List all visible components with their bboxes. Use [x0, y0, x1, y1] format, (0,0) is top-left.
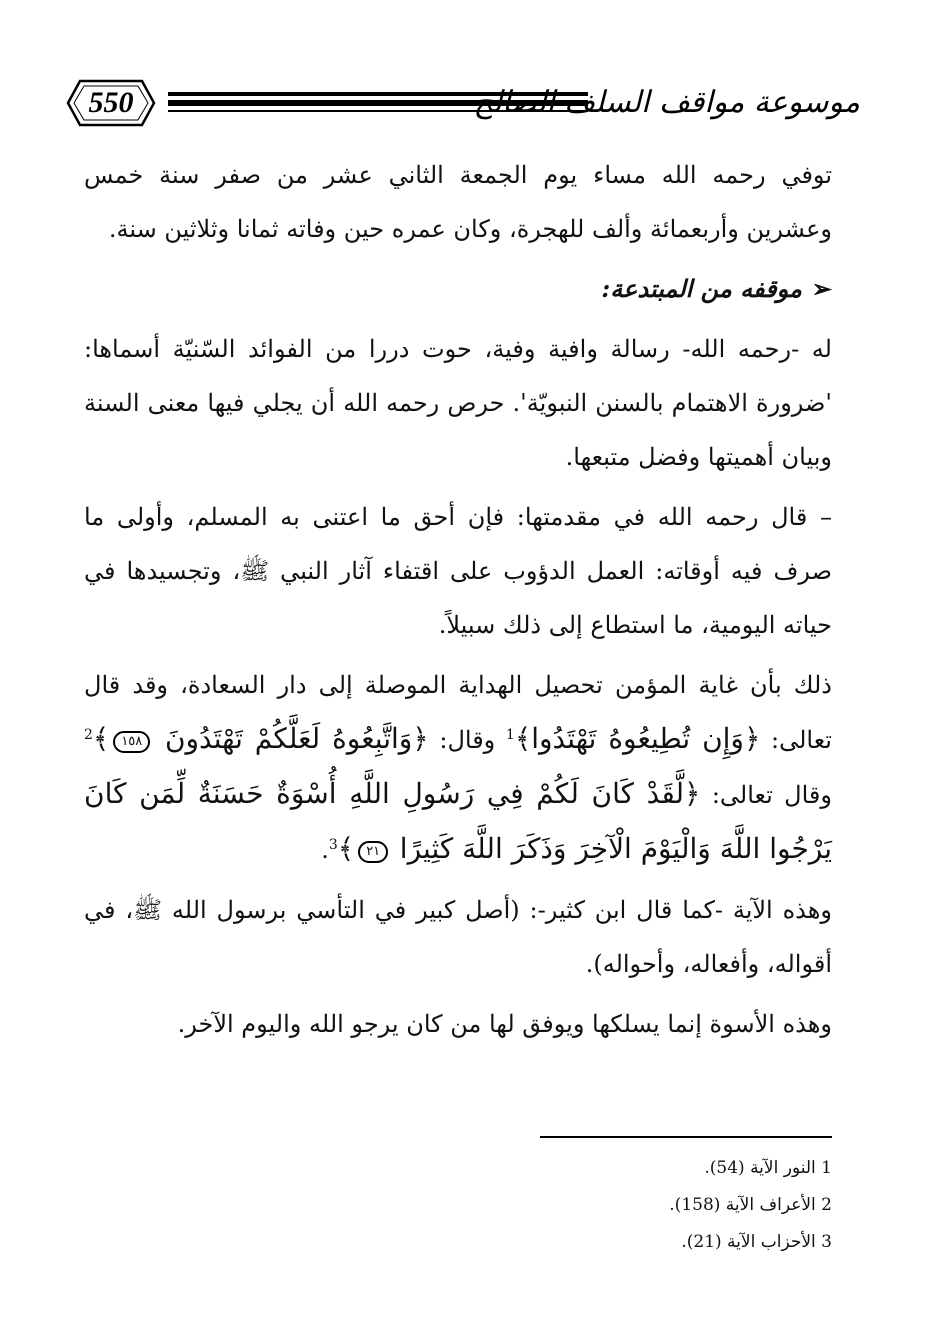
- quran-verse-2: ﴿وَاتَّبِعُوهُ لَعَلَّكُمْ تَهْتَدُونَ: [164, 722, 429, 755]
- verse-close-bracket: ﴾: [337, 832, 355, 865]
- end-punctuation: .: [321, 836, 329, 864]
- ayah-number-badge: ١٥٨: [113, 731, 150, 753]
- section-heading: [84, 262, 832, 316]
- paragraph-treatise: له -رحمه الله- رسالة وافية وفية، حوت دررا من الفوائد السّنيّة أسماها: 'ضرورة الاهتمام بالسنن النبويّة'. حرص رحمه الله أن يجلي فيها معنى السنة وبيان أهميتها وفضل متبعها.: [84, 335, 832, 471]
- paragraph-quote: – قال رحمه الله في مقدمتها: فإن أحق ما اعتنى به المسلم، وأولى ما صرف فيه أوقاته: العمل الدؤوب على اقتفاء آثار النبي ﷺ، وتجسيدها في حياته اليومية، ما استطاع إلى ذلك سبيلاً.: [84, 503, 832, 639]
- series-title: موسوعة مواقف السلف الصالح: [473, 85, 860, 120]
- page-number: 550: [88, 86, 134, 119]
- section-heading-text: موقفه من المبتدعة:: [601, 274, 802, 303]
- footnote-marker-2: 2: [84, 727, 93, 743]
- said-text-2: وقال تعالى:: [711, 781, 832, 809]
- footnotes: [500, 1150, 832, 1261]
- quran-verse-1: ﴿وَإِن تُطِيعُوهُ تَهْتَدُوا﴾: [514, 722, 761, 755]
- ayah-number-badge: ٢١: [358, 841, 388, 863]
- paragraph-ibn-kathir: وهذه الآية -كما قال ابن كثير-: (أصل كبير في التأسي برسول الله ﷺ، في أقواله، وأفعاله، وأحواله).: [84, 896, 832, 978]
- footnote-3: 3 الأحزاب الآية (21).: [681, 1232, 832, 1252]
- paragraph-death: توفي رحمه الله مساء يوم الجمعة الثاني عشر من صفر سنة خمس وعشرين وأربعمائة وألف للهجرة، وكان عمره حين وفاته ثمانا وثلاثين سنة.: [84, 161, 832, 243]
- said-text: وقال:: [439, 726, 496, 754]
- verse-close-bracket: ﴾: [92, 722, 110, 755]
- footnote-separator: [540, 1136, 832, 1138]
- footnote-1: 1 النور الآية (54).: [704, 1158, 832, 1178]
- footnote-marker-1: 1: [505, 727, 515, 743]
- paragraph-conclusion: وهذه الأسوة إنما يسلكها ويوفق لها من كان يرجو الله واليوم الآخر.: [177, 1010, 832, 1038]
- footnote-marker-3: 3: [328, 837, 338, 853]
- arrow-icon: ➢: [811, 274, 832, 303]
- verses-intro: ذلك بأن غاية المؤمن تحصيل الهداية الموصلة إلى دار السعادة، وقد قال تعالى:: [84, 671, 832, 754]
- page-body: [84, 148, 832, 1057]
- quran-verse-3: ﴿لَّقَدْ كَانَ لَكُمْ فِي رَسُولِ اللَّهِ أُسْوَةٌ حَسَنَةٌ لِّمَن كَانَ يَرْجُوا اللَّهَ وَالْيَوْمَ الْآخِرَ وَذَكَرَ اللَّهَ كَثِيرًا: [84, 777, 832, 865]
- page-header: [60, 70, 860, 140]
- footnote-2: 2 الأعراف الآية (158).: [669, 1195, 832, 1215]
- page-number-badge: [60, 78, 162, 128]
- paragraph-verses: [84, 658, 832, 877]
